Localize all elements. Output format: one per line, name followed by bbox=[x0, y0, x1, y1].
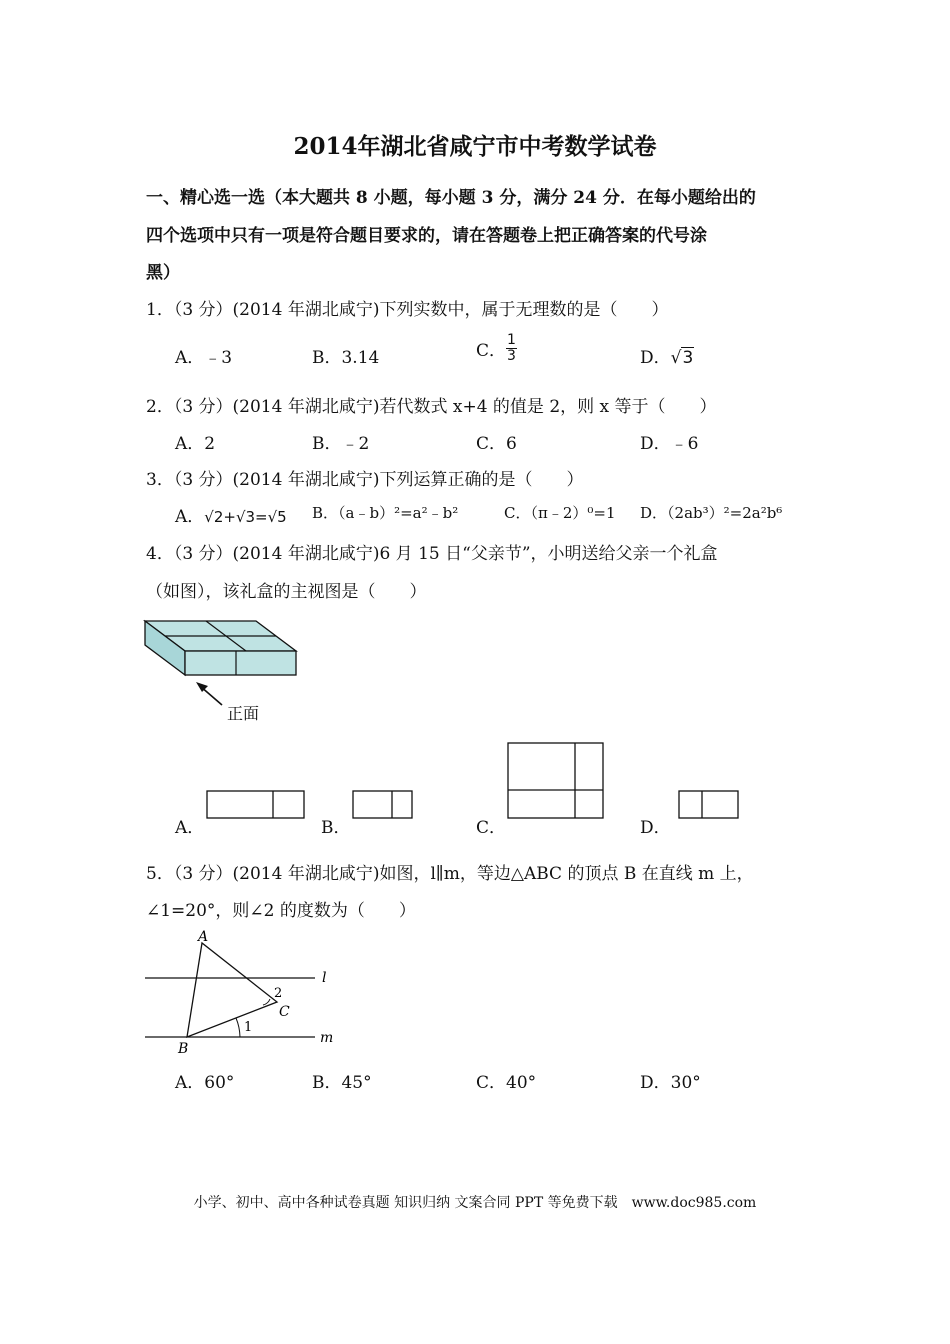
question-4-line2: （如图），该礼盒的主视图是（ ） bbox=[146, 582, 427, 602]
question-1-text: 1．（3 分）(2014 年湖北咸宁)下列实数中，属于无理数的是（ ） bbox=[146, 300, 669, 320]
front-label: 正面 bbox=[227, 704, 260, 723]
page-title: 2014年湖北省咸宁市中考数学试卷 bbox=[293, 133, 657, 160]
q4-option-b: B． bbox=[321, 818, 351, 838]
q3-option-d: D．（2ab³）²=2a²b⁶ bbox=[640, 504, 783, 522]
q1-fraction bbox=[506, 333, 517, 364]
q4-option-d-figure bbox=[678, 790, 740, 820]
q4-option-a-figure bbox=[206, 790, 306, 820]
fraction-denominator: 3 bbox=[507, 348, 516, 364]
q1-option-c-label: C． bbox=[476, 341, 507, 361]
question-5-line1: 5．（3 分）(2014 年湖北咸宁)如图，l∥m，等边△ABC 的顶点 B 在直线 m 上， bbox=[146, 864, 754, 884]
q3-option-a-expr: √2+√3=√5 bbox=[204, 508, 287, 526]
q2-option-a: A．2 bbox=[175, 434, 216, 454]
q5-option-b: B．45° bbox=[312, 1073, 372, 1093]
q1-option-d bbox=[640, 343, 694, 368]
q2-option-d: D．﹣6 bbox=[640, 434, 699, 454]
q4-option-d: D． bbox=[640, 818, 671, 838]
q1-option-c bbox=[476, 333, 517, 364]
section-instructions-line3: 黑） bbox=[146, 263, 180, 283]
page-footer: 小学、初中、高中各种试卷真题 知识归纳 文案合同 PPT 等免费下载 www.doc985.com bbox=[193, 1195, 757, 1211]
q3-option-a bbox=[175, 502, 287, 527]
fraction-numerator: 1 bbox=[507, 332, 516, 348]
q3-option-c: C．（π﹣2）⁰=1 bbox=[504, 504, 616, 522]
q2-option-c: C．6 bbox=[476, 434, 517, 454]
label-angle-1: 1 bbox=[244, 1020, 253, 1035]
question-5-line2: ∠1=20°，则∠2 的度数为（ ） bbox=[146, 901, 416, 921]
q3-option-a-label: A． bbox=[175, 507, 205, 527]
q4-option-c-figure bbox=[507, 742, 605, 820]
label-m: m bbox=[320, 1030, 334, 1046]
q3-option-b: B．（a﹣b）²=a²﹣b² bbox=[312, 504, 459, 522]
sqrt-icon: √3 bbox=[670, 348, 694, 368]
q5-option-d: D．30° bbox=[640, 1073, 701, 1093]
q4-option-a: A． bbox=[175, 818, 205, 838]
q4-option-c: C． bbox=[476, 818, 507, 838]
label-angle-2: 2 bbox=[274, 986, 283, 1001]
q4-option-b-figure bbox=[352, 790, 414, 820]
label-b: B bbox=[178, 1041, 189, 1057]
label-l: l bbox=[322, 970, 327, 986]
q5-option-c: C．40° bbox=[476, 1073, 537, 1093]
label-a: A bbox=[198, 929, 209, 945]
triangle-figure bbox=[140, 925, 340, 1060]
section-instructions-line2: 四个选项中只有一项是符合题目要求的，请在答题卷上把正确答案的代号涂 bbox=[146, 226, 707, 246]
q1-option-b: B．3.14 bbox=[312, 348, 380, 368]
question-2-text: 2．（3 分）(2014 年湖北咸宁)若代数式 x+4 的值是 2，则 x 等于（ ） bbox=[146, 397, 717, 417]
q1-option-d-label: D． bbox=[640, 348, 671, 368]
gift-box-figure bbox=[140, 615, 310, 730]
label-c: C bbox=[279, 1004, 290, 1020]
q5-option-a: A．60° bbox=[175, 1073, 235, 1093]
question-3-text: 3．（3 分）(2014 年湖北咸宁)下列运算正确的是（ ） bbox=[146, 470, 584, 490]
question-4-line1: 4．（3 分）(2014 年湖北咸宁)6 月 15 日“父亲节”，小明送给父亲一个礼盒 bbox=[146, 544, 718, 564]
section-instructions-line1: 一、精心选一选（本大题共 8 小题，每小题 3 分，满分 24 分．在每小题给出的 bbox=[146, 188, 756, 208]
q2-option-b: B．﹣2 bbox=[312, 434, 370, 454]
q1-option-a: A．﹣3 bbox=[175, 348, 233, 368]
